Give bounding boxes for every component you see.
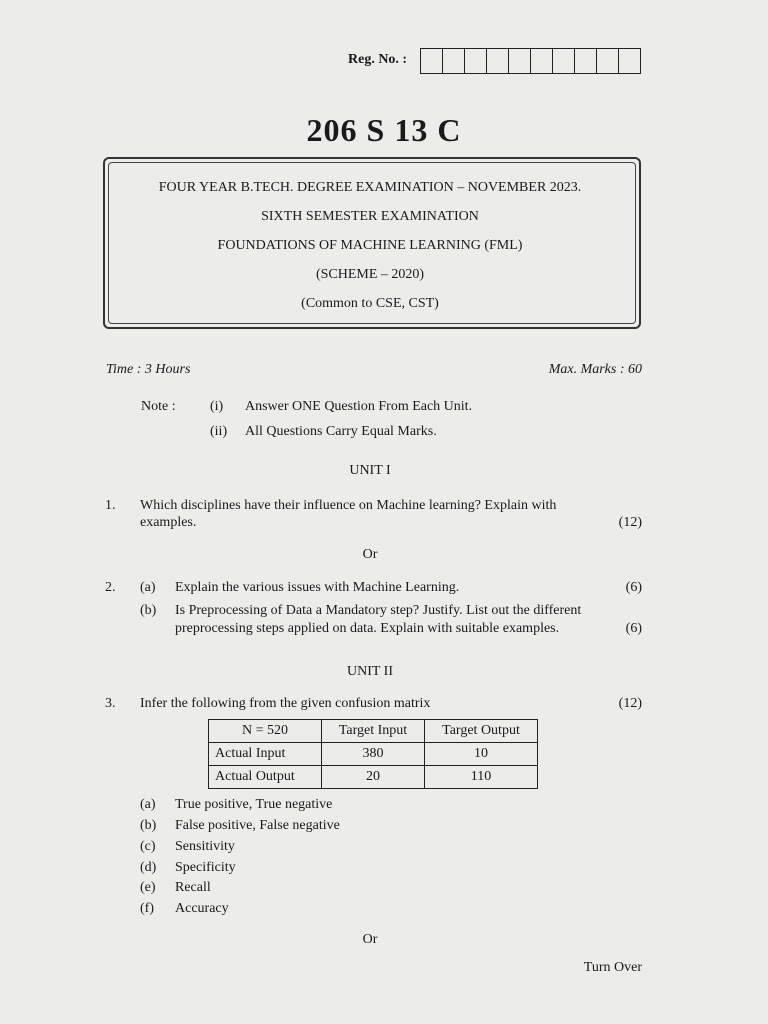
subpart-label: (e) xyxy=(140,880,156,895)
turn-over-label: Turn Over xyxy=(583,960,642,975)
reg-digit-box[interactable] xyxy=(597,49,619,73)
or-separator: Or xyxy=(362,932,378,947)
reg-digit-box[interactable] xyxy=(487,49,509,73)
question-number: 3. xyxy=(105,696,116,711)
unit-heading: UNIT II xyxy=(346,664,393,679)
reg-no-label: Reg. No. : xyxy=(348,52,408,67)
table-cell: 380 xyxy=(322,743,425,766)
subpart-label: (d) xyxy=(140,860,157,875)
reg-digit-box[interactable] xyxy=(531,49,553,73)
reg-no-boxes[interactable] xyxy=(420,48,641,74)
reg-digit-box[interactable] xyxy=(443,49,465,73)
subpart-text: Is Preprocessing of Data a Mandatory step? Justify. List out the different xyxy=(175,603,582,618)
table-cell: 110 xyxy=(425,766,538,789)
subpart-text: Accuracy xyxy=(175,901,229,916)
question-marks: (12) xyxy=(618,515,642,530)
question-number: 1. xyxy=(105,498,116,513)
table-row xyxy=(209,743,538,766)
note-item-num: (i) xyxy=(210,399,224,414)
subpart-text: Explain the various issues with Machine Learning. xyxy=(175,580,460,595)
subpart-marks: (6) xyxy=(625,580,642,595)
table-header-row xyxy=(209,720,538,743)
table-row-label: Actual Input xyxy=(209,743,322,766)
subpart-marks: (6) xyxy=(625,621,642,636)
scheme-title: (SCHEME – 2020) xyxy=(315,267,425,282)
course-title: FOUNDATIONS OF MACHINE LEARNING (FML) xyxy=(217,238,523,253)
subpart-label: (a) xyxy=(140,797,156,812)
subpart-text: Sensitivity xyxy=(175,839,235,854)
max-marks-label: Max. Marks : 60 xyxy=(548,362,642,377)
reg-digit-box[interactable] xyxy=(421,49,443,73)
subpart-text: False positive, False negative xyxy=(175,818,340,833)
paper-code: 206 S 13 C xyxy=(306,112,462,148)
table-cell: 10 xyxy=(425,743,538,766)
unit-heading: UNIT I xyxy=(349,463,391,478)
table-header-cell: Target Input xyxy=(322,720,425,743)
subpart-label: (b) xyxy=(140,818,157,833)
table-row-label: Actual Output xyxy=(209,766,322,789)
subpart-text: Specificity xyxy=(175,860,236,875)
table-header-cell: N = 520 xyxy=(209,720,322,743)
exam-title: FOUR YEAR B.TECH. DEGREE EXAMINATION – NOVEMBER 2023. xyxy=(158,180,582,195)
semester-title: SIXTH SEMESTER EXAMINATION xyxy=(261,209,479,224)
subpart-text: True positive, True negative xyxy=(175,797,333,812)
question-text: Infer the following from the given confusion matrix xyxy=(140,696,431,711)
table-row xyxy=(209,766,538,789)
note-label: Note : xyxy=(141,399,176,414)
or-separator: Or xyxy=(362,547,378,562)
note-item-text: Answer ONE Question From Each Unit. xyxy=(245,399,473,414)
subpart-label: (c) xyxy=(140,839,156,854)
table-cell: 20 xyxy=(322,766,425,789)
reg-digit-box[interactable] xyxy=(509,49,531,73)
subpart-text-cont: preprocessing steps applied on data. Explain with suitable examples. xyxy=(175,621,560,636)
subpart-label: (b) xyxy=(140,603,157,618)
question-text-cont: examples. xyxy=(140,515,197,530)
question-number: 2. xyxy=(105,580,116,595)
note-item-text: All Questions Carry Equal Marks. xyxy=(245,424,437,439)
reg-digit-box[interactable] xyxy=(619,49,640,73)
common-to: (Common to CSE, CST) xyxy=(301,296,439,311)
subpart-text: Recall xyxy=(175,880,211,895)
note-item-num: (ii) xyxy=(210,424,228,439)
time-label: Time : 3 Hours xyxy=(106,362,191,377)
subpart-label: (a) xyxy=(140,580,156,595)
question-marks: (12) xyxy=(618,696,642,711)
reg-digit-box[interactable] xyxy=(553,49,575,73)
confusion-matrix-table xyxy=(208,719,538,789)
table-header-cell: Target Output xyxy=(425,720,538,743)
reg-digit-box[interactable] xyxy=(465,49,487,73)
subpart-label: (f) xyxy=(140,901,154,916)
reg-digit-box[interactable] xyxy=(575,49,597,73)
question-text: Which disciplines have their influence on Machine learning? Explain with xyxy=(140,498,557,513)
